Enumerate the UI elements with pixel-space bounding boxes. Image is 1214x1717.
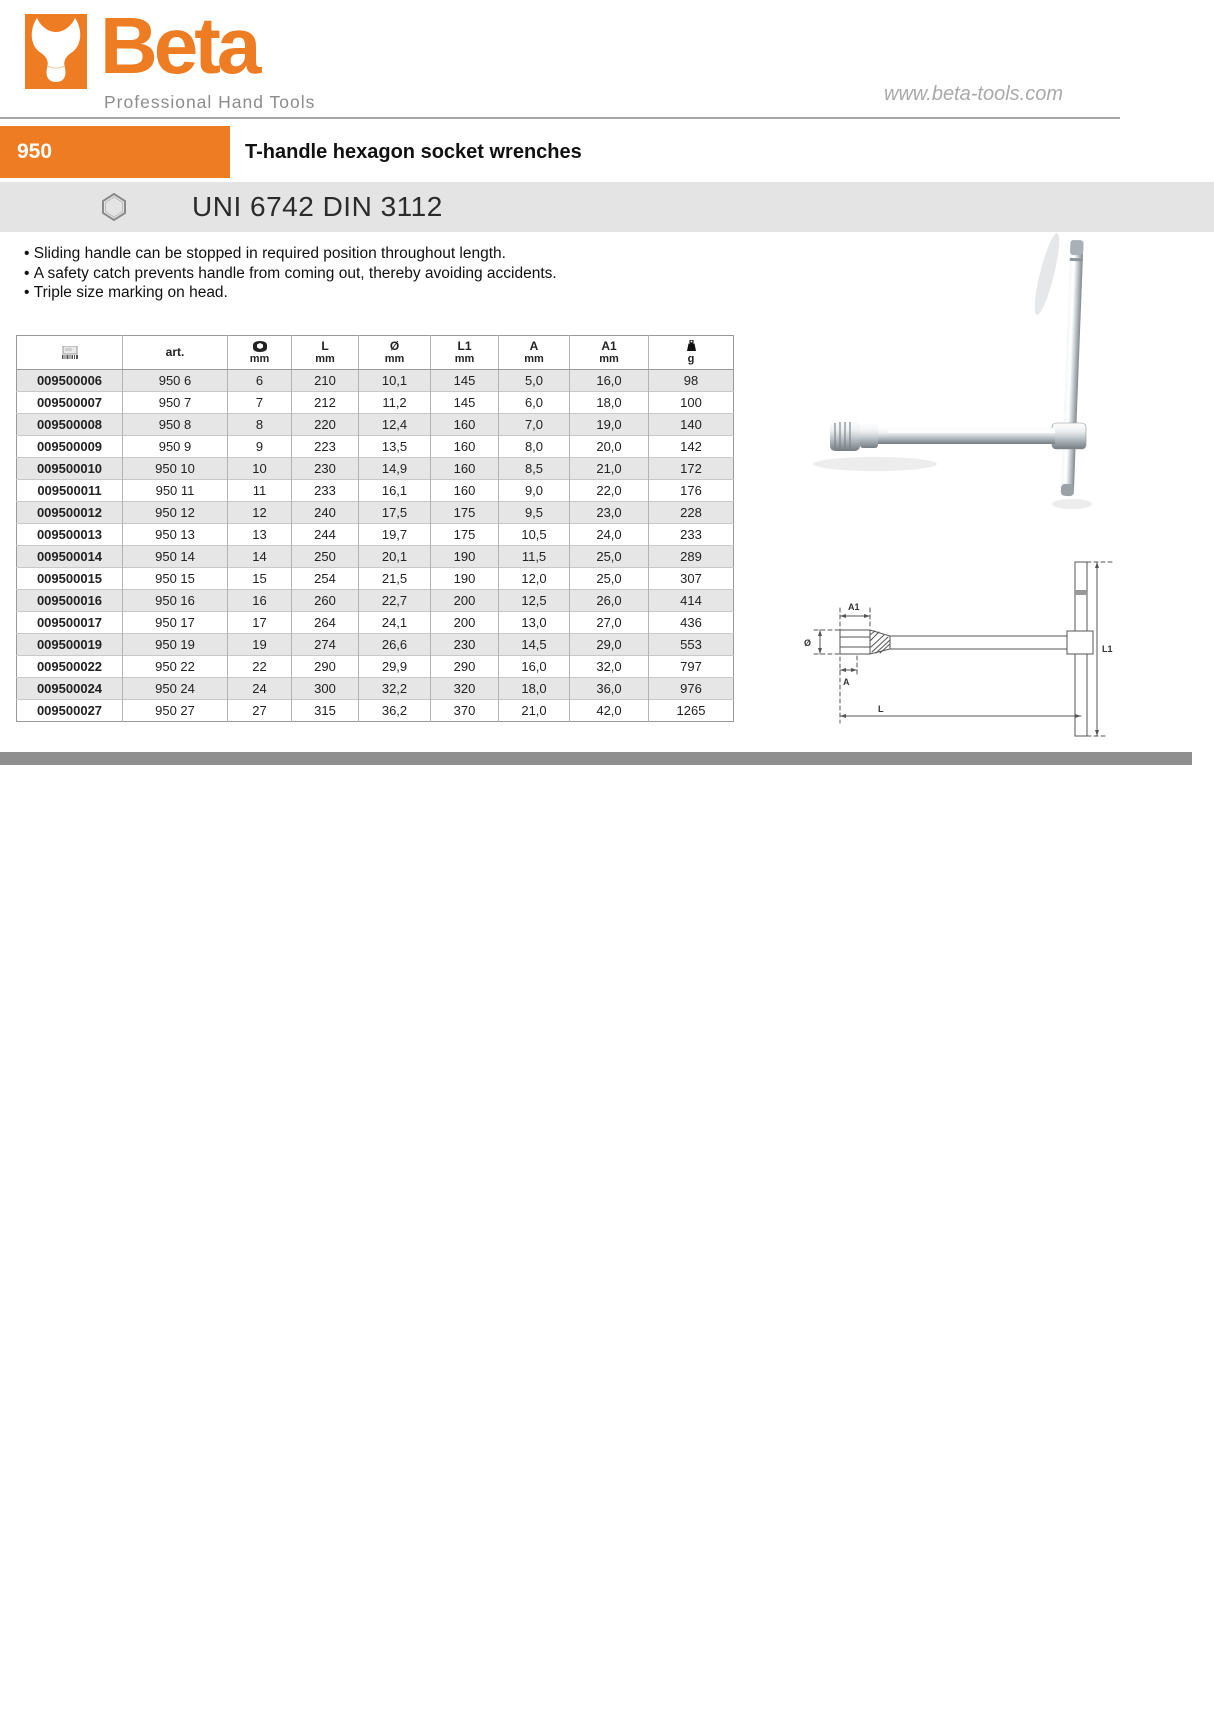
feature-item: • Sliding handle can be stopped in required position throughout length.: [24, 244, 724, 264]
value-cell: 16,1: [359, 480, 431, 502]
brand-tagline: Professional Hand Tools: [104, 92, 316, 112]
value-cell: 950 8: [123, 414, 228, 436]
value-cell: 414: [649, 590, 734, 612]
code-cell: 009500009: [17, 436, 123, 458]
table-row: [17, 480, 734, 502]
value-cell: 950 13: [123, 524, 228, 546]
value-cell: 5,0: [499, 370, 570, 392]
col-header-weight: g: [649, 336, 734, 370]
value-cell: 12,5: [499, 590, 570, 612]
value-cell: 24,0: [570, 524, 649, 546]
value-cell: 21,0: [499, 700, 570, 722]
value-cell: 210: [292, 370, 359, 392]
dim-label-dia: Ø: [804, 638, 812, 648]
code-cell: 009500017: [17, 612, 123, 634]
value-cell: 950 22: [123, 656, 228, 678]
table-row: [17, 436, 734, 458]
value-cell: 289: [649, 546, 734, 568]
value-cell: 7,0: [499, 414, 570, 436]
standard-band: [0, 182, 1214, 232]
value-cell: 370: [431, 700, 499, 722]
socket-icon: [228, 341, 291, 352]
code-cell: 009500006: [36, 373, 103, 388]
value-cell: 436: [649, 612, 734, 634]
code-cell: 009500008: [17, 414, 123, 436]
code-cell: 009500011: [17, 480, 123, 502]
value-cell: 230: [292, 458, 359, 480]
technical-drawing: [750, 548, 1130, 748]
code-cell: 009500016: [17, 590, 123, 612]
value-cell: 290: [431, 656, 499, 678]
code-cell: 009500014: [17, 546, 123, 568]
value-cell: 950 9: [123, 436, 228, 458]
value-cell: 20,1: [359, 546, 431, 568]
code-cell: 009500013: [17, 524, 123, 546]
value-cell: 22: [228, 656, 292, 678]
value-cell: 797: [649, 656, 734, 678]
value-cell: 23,0: [570, 502, 649, 524]
col-header-dia: Ø mm: [359, 336, 431, 370]
table-row: [17, 370, 734, 392]
table-row: [17, 656, 734, 678]
value-cell: 250: [292, 546, 359, 568]
value-cell: 260: [292, 590, 359, 612]
value-cell: 976: [649, 678, 734, 700]
value-cell: 175: [431, 524, 499, 546]
col-header-A1: A1 mm: [570, 336, 649, 370]
value-cell: 950 12: [123, 502, 228, 524]
bottom-divider-bar: [0, 752, 1192, 765]
value-cell: 223: [292, 436, 359, 458]
value-cell: 32,2: [359, 678, 431, 700]
value-cell: 142: [649, 436, 734, 458]
brand-wordmark: Beta: [100, 1, 258, 90]
dim-label-a1: A1: [848, 602, 860, 612]
value-cell: 6,0: [499, 392, 570, 414]
value-cell: 16,0: [499, 656, 570, 678]
value-cell: 10,1: [359, 370, 431, 392]
value-cell: 36,2: [359, 700, 431, 722]
col-header-art: art.: [123, 336, 228, 370]
value-cell: 950 14: [123, 546, 228, 568]
col-header-code: [17, 336, 123, 370]
value-cell: 11,2: [359, 392, 431, 414]
value-cell: 24,1: [359, 612, 431, 634]
value-cell: 29,9: [359, 656, 431, 678]
title-banner: [0, 126, 1214, 178]
dim-label-l1: L1: [1102, 644, 1113, 654]
value-cell: 950 15: [123, 568, 228, 590]
spec-table: [16, 335, 734, 722]
product-photo: [800, 232, 1135, 532]
table-row: [17, 634, 734, 656]
page-title: T-handle hexagon socket wrenches: [245, 141, 582, 163]
value-cell: 16: [228, 590, 292, 612]
value-cell: 200: [431, 590, 499, 612]
value-cell: 13,5: [359, 436, 431, 458]
value-cell: 9,0: [499, 480, 570, 502]
value-cell: 140: [649, 414, 734, 436]
value-cell: 244: [292, 524, 359, 546]
table-row: [17, 524, 734, 546]
value-cell: 19: [228, 634, 292, 656]
hexagon-icon: [101, 193, 127, 221]
value-cell: 190: [431, 568, 499, 590]
value-cell: 8,0: [499, 436, 570, 458]
value-cell: 160: [431, 414, 499, 436]
value-cell: 950 27: [123, 700, 228, 722]
value-cell: 14: [228, 546, 292, 568]
value-cell: 240: [292, 502, 359, 524]
value-cell: 13: [228, 524, 292, 546]
value-cell: 254: [292, 568, 359, 590]
value-cell: 12,0: [499, 568, 570, 590]
table-row: [17, 458, 734, 480]
value-cell: 36,0: [570, 678, 649, 700]
value-cell: 1265: [649, 700, 734, 722]
table-row: [17, 568, 734, 590]
value-cell: 950 7: [123, 392, 228, 414]
spec-table-body: [17, 370, 734, 722]
value-cell: 200: [431, 612, 499, 634]
value-cell: 320: [431, 678, 499, 700]
value-cell: 315: [292, 700, 359, 722]
value-cell: 27,0: [570, 612, 649, 634]
value-cell: 9: [228, 436, 292, 458]
code-cell: 009500027: [17, 700, 123, 722]
table-row: [17, 700, 734, 722]
value-cell: 145: [431, 392, 499, 414]
value-cell: 17,5: [359, 502, 431, 524]
feature-item: • A safety catch prevents handle from coming out, thereby avoiding accidents.: [24, 264, 724, 284]
value-cell: 26,6: [359, 634, 431, 656]
value-cell: 13,0: [499, 612, 570, 634]
value-cell: 160: [431, 436, 499, 458]
wrench-logo-icon: [25, 14, 87, 90]
value-cell: 145: [431, 370, 499, 392]
value-cell: 8: [228, 414, 292, 436]
value-cell: 950 10: [123, 458, 228, 480]
value-cell: 175: [431, 502, 499, 524]
header-divider: [0, 117, 1120, 119]
model-badge: [0, 126, 230, 178]
value-cell: 230: [431, 634, 499, 656]
col-header-L: L mm: [292, 336, 359, 370]
value-cell: 160: [431, 480, 499, 502]
value-cell: 553: [649, 634, 734, 656]
table-row: [17, 612, 734, 634]
value-cell: 274: [292, 634, 359, 656]
value-cell: 950 16: [123, 590, 228, 612]
barcode-icon: [17, 346, 122, 359]
value-cell: 15: [228, 568, 292, 590]
value-cell: 8,5: [499, 458, 570, 480]
table-row: [17, 502, 734, 524]
value-cell: 12,4: [359, 414, 431, 436]
code-cell: 009500007: [17, 392, 123, 414]
col-header-hex: mm: [228, 336, 292, 370]
value-cell: 18,0: [499, 678, 570, 700]
value-cell: 264: [292, 612, 359, 634]
beta-logo: [25, 14, 87, 90]
value-cell: 950 24: [123, 678, 228, 700]
table-row: [17, 414, 734, 436]
value-cell: 6: [228, 370, 292, 392]
model-number: 950: [17, 140, 53, 163]
value-cell: 9,5: [499, 502, 570, 524]
value-cell: 14,5: [499, 634, 570, 656]
value-cell: 233: [649, 524, 734, 546]
value-cell: 7: [228, 392, 292, 414]
value-cell: 10,5: [499, 524, 570, 546]
value-cell: 26,0: [570, 590, 649, 612]
value-cell: 22,7: [359, 590, 431, 612]
value-cell: 29,0: [570, 634, 649, 656]
value-cell: 14,9: [359, 458, 431, 480]
code-cell: 009500022: [17, 656, 123, 678]
value-cell: 300: [292, 678, 359, 700]
value-cell: 98: [649, 370, 734, 392]
col-header-L1: L1 mm: [431, 336, 499, 370]
value-cell: 233: [292, 480, 359, 502]
value-cell: 19,0: [570, 414, 649, 436]
value-cell: 16,0: [570, 370, 649, 392]
website-url: www.beta-tools.com: [884, 83, 1063, 105]
weight-icon: [649, 340, 733, 352]
value-cell: 24: [228, 678, 292, 700]
table-row: [17, 678, 734, 700]
value-cell: 190: [431, 546, 499, 568]
dim-label-l: L: [878, 704, 884, 714]
wrench-vertical-handle: [1061, 240, 1084, 496]
feature-list: [24, 244, 724, 303]
value-cell: 21,0: [570, 458, 649, 480]
value-cell: 42,0: [570, 700, 649, 722]
value-cell: 22,0: [570, 480, 649, 502]
value-cell: 11,5: [499, 546, 570, 568]
standard-label: UNI 6742 DIN 3112: [192, 191, 443, 222]
value-cell: 172: [649, 458, 734, 480]
value-cell: 176: [649, 480, 734, 502]
value-cell: 27: [228, 700, 292, 722]
value-cell: 228: [649, 502, 734, 524]
value-cell: 307: [649, 568, 734, 590]
value-cell: 10: [228, 458, 292, 480]
value-cell: 212: [292, 392, 359, 414]
value-cell: 25,0: [570, 568, 649, 590]
value-cell: 25,0: [570, 546, 649, 568]
dim-label-a: A: [843, 677, 850, 687]
value-cell: 290: [292, 656, 359, 678]
value-cell: 950 17: [123, 612, 228, 634]
table-row: [17, 590, 734, 612]
code-cell: 009500012: [17, 502, 123, 524]
code-cell: 009500015: [17, 568, 123, 590]
value-cell: 100: [649, 392, 734, 414]
table-row: [17, 392, 734, 414]
value-cell: 950 19: [123, 634, 228, 656]
value-cell: 160: [431, 458, 499, 480]
value-cell: 11: [228, 480, 292, 502]
value-cell: 12: [228, 502, 292, 524]
value-cell: 17: [228, 612, 292, 634]
value-cell: 32,0: [570, 656, 649, 678]
table-header-row: [17, 336, 734, 370]
value-cell: 21,5: [359, 568, 431, 590]
feature-item: • Triple size marking on head.: [24, 283, 724, 303]
value-cell: 950 6: [123, 370, 228, 392]
code-cell: 009500024: [17, 678, 123, 700]
col-header-A: A mm: [499, 336, 570, 370]
table-row: [17, 546, 734, 568]
code-cell: 009500010: [17, 458, 123, 480]
code-cell: 009500019: [17, 634, 123, 656]
value-cell: 18,0: [570, 392, 649, 414]
value-cell: 20,0: [570, 436, 649, 458]
value-cell: 950 11: [123, 480, 228, 502]
value-cell: 19,7: [359, 524, 431, 546]
wrench-socket-head: [830, 421, 888, 451]
value-cell: 220: [292, 414, 359, 436]
